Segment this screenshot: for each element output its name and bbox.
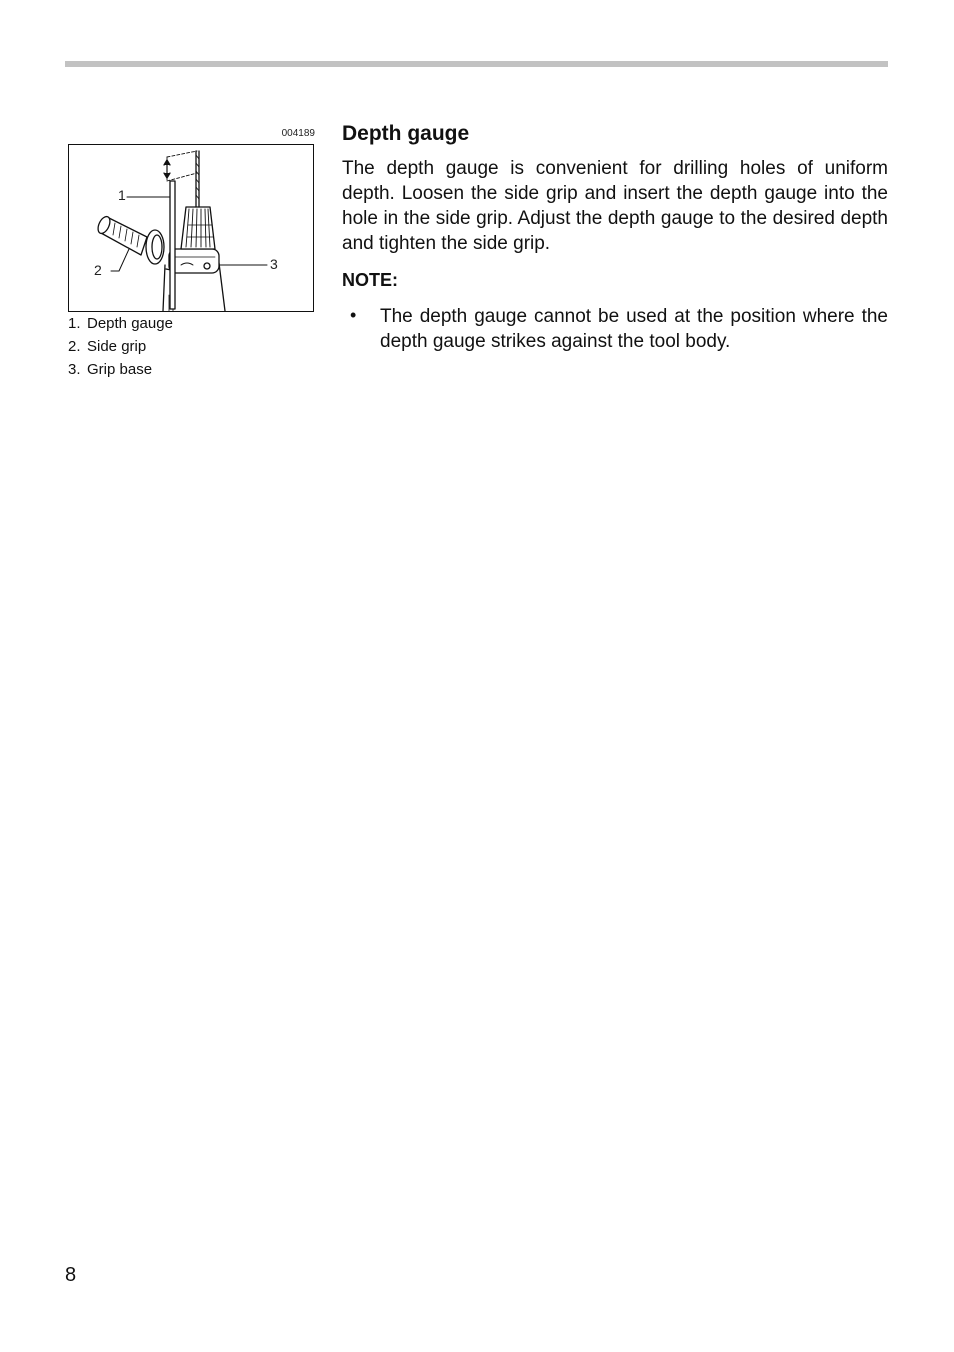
drill-illustration xyxy=(69,145,313,311)
note-label: NOTE: xyxy=(342,270,398,290)
header-rule xyxy=(65,61,888,67)
callout-3: 3 xyxy=(270,256,278,272)
page-number: 8 xyxy=(65,1264,77,1286)
figure-depth-gauge xyxy=(68,144,314,312)
bullet-icon: • xyxy=(350,305,357,325)
legend-item: 1. Depth gauge xyxy=(68,315,173,332)
callout-1: 1 xyxy=(118,187,126,203)
note-bullet-text: The depth gauge cannot be used at the position where the depth gauge strikes against the tool body. xyxy=(380,306,888,352)
legend-item: 2. Side grip xyxy=(68,338,147,355)
figure-code: 004189 xyxy=(281,128,315,139)
section-heading: Depth gauge xyxy=(342,122,470,145)
figure-legend xyxy=(68,314,173,383)
section-body: The depth gauge is convenient for drilling holes of uniform depth. Loosen the side grip and insert the depth gauge into the hole in the side grip. Adjust the depth gauge to the desired depth and tighten the side grip. xyxy=(342,158,888,254)
callout-2: 2 xyxy=(94,262,102,278)
legend-item: 3. Grip base xyxy=(68,361,153,378)
